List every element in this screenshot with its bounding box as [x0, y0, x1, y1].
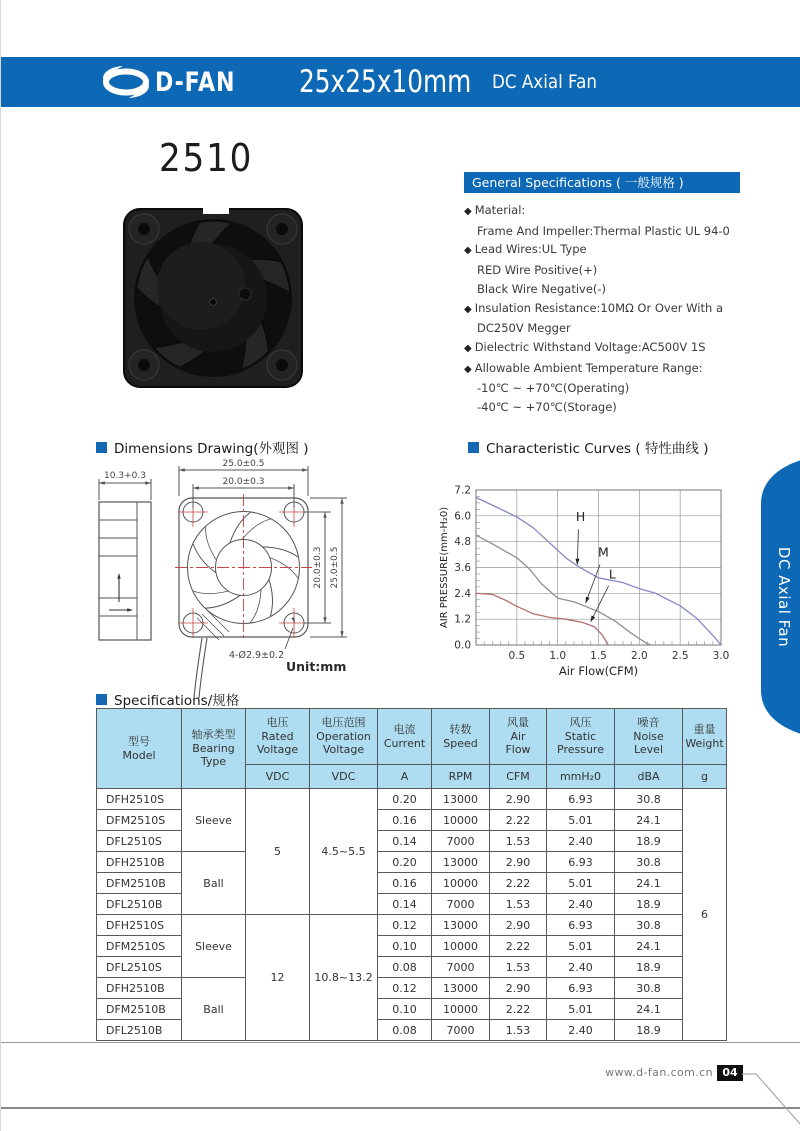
svg-text:4.8: 4.8 — [454, 536, 471, 549]
col-unit: g — [683, 765, 727, 789]
col-header: 风压 Static Pressure — [547, 709, 615, 765]
table-row: DFL2510S 0.14 7000 1.53 2.40 18.9 — [97, 831, 727, 852]
svg-text:Unit:mm: Unit:mm — [286, 659, 347, 674]
svg-text:Air Flow(CFM): Air Flow(CFM) — [558, 664, 639, 678]
diamond-bullet-icon: ◆ — [464, 245, 472, 257]
svg-text:2.0: 2.0 — [630, 650, 648, 662]
curves-section-title: Characteristic Curves ( 特性曲线 ) — [486, 441, 709, 457]
col-header-bearing: 轴承类型 Bearing Type — [182, 709, 246, 789]
curves-section-header — [468, 437, 708, 457]
table-row: DFH2510S Sleeve 12 10.8~13.2 0.12 13000 2.90 6.93 30.8 — [97, 915, 727, 936]
col-header: 重量 Weight — [683, 709, 727, 765]
side-tab-label: DC Axial Fan — [775, 546, 793, 648]
model-cell: DFH2510S — [97, 915, 182, 936]
model-cell: DFM2510B — [97, 873, 182, 894]
blue-square-icon — [468, 442, 479, 453]
svg-text:AIR PRESSURE(mm-H₂0): AIR PRESSURE(mm-H₂0) — [439, 506, 450, 629]
svg-text:3.6: 3.6 — [454, 562, 471, 574]
characteristic-curves-chart — [438, 478, 738, 686]
brand-logo-group — [97, 62, 253, 102]
model-cell: DFM2510B — [97, 999, 182, 1020]
spec-item: ◆ Lead Wires:UL Type — [464, 242, 587, 257]
table-row: DFM2510S 0.10 10000 2.22 5.01 24.1 — [97, 936, 727, 957]
svg-text:10.3+0.3: 10.3+0.3 — [104, 471, 146, 481]
page-number-badge: 04 — [717, 1065, 743, 1081]
general-specs-title: General Specifications ( 一般规格 ) — [464, 172, 740, 193]
diamond-bullet-icon: ◆ — [464, 206, 472, 217]
svg-text:2.4: 2.4 — [454, 587, 471, 600]
model-cell: DFH2510B — [97, 852, 182, 873]
model-cell: DFL2510S — [97, 957, 182, 978]
header-type-title: DC Axial Fan — [492, 71, 598, 93]
model-cell: DFH2510B — [97, 978, 182, 999]
specifications-table — [96, 708, 727, 1041]
spec-item: Black Wire Negative(-) — [477, 281, 607, 296]
svg-text:1.5: 1.5 — [590, 650, 607, 662]
blue-square-icon — [96, 442, 107, 453]
footer-divider — [1, 1042, 800, 1043]
spec-item: Frame And Impeller:Thermal Plastic UL 94-0 — [477, 223, 730, 238]
spec-item: RED Wire Positive(+) — [477, 263, 598, 278]
svg-text:M: M — [598, 544, 609, 560]
spec-item: DC250V Megger — [477, 321, 571, 336]
col-header: 电流 Current — [378, 709, 432, 765]
col-unit: RPM — [432, 765, 490, 789]
table-row: DFL2510S 0.08 7000 1.53 2.40 18.9 — [97, 957, 727, 978]
model-cell: DFL2510S — [97, 831, 182, 852]
svg-text:25.0±0.5: 25.0±0.5 — [222, 459, 265, 469]
table-row: DFL2510B 0.08 7000 1.53 2.40 18.9 — [97, 1020, 727, 1041]
spec-item: -40℃ ~ +70℃(Storage) — [477, 400, 617, 415]
col-header: 风量 Air Flow — [490, 709, 547, 765]
model-cell: DFM2510S — [97, 936, 182, 957]
svg-text:25.0±0.5: 25.0±0.5 — [330, 546, 340, 589]
col-unit: VDC — [310, 765, 378, 789]
svg-text:2.5: 2.5 — [671, 650, 689, 662]
svg-text:1.2: 1.2 — [454, 613, 471, 626]
header-bar — [1, 57, 800, 107]
svg-text:0.5: 0.5 — [508, 650, 526, 662]
svg-text:H: H — [575, 509, 586, 525]
dimensions-drawing — [89, 452, 459, 704]
svg-text:3.0: 3.0 — [712, 650, 730, 662]
table-row: DFM2510S 0.16 10000 2.22 5.01 24.1 — [97, 810, 727, 831]
brand-name: D-FAN — [155, 66, 236, 98]
side-tab — [755, 450, 800, 742]
col-unit: VDC — [246, 765, 310, 789]
svg-text:0.0: 0.0 — [454, 639, 471, 652]
col-unit: dBA — [615, 765, 683, 789]
col-header: 噪音 Noise Level — [615, 709, 683, 765]
spec-item: ◆ Material: — [464, 203, 526, 217]
dimensions-section-title: Dimensions Drawing(外观图 ) — [114, 441, 309, 457]
model-number-title: 2510 — [159, 136, 254, 180]
svg-text:20.0±0.3: 20.0±0.3 — [313, 546, 323, 589]
model-cell: DFM2510S — [97, 810, 182, 831]
footer-corner-decoration — [742, 1065, 800, 1131]
table-row: DFH2510B Ball 0.20 13000 2.90 6.93 30.8 — [97, 852, 727, 873]
table-row: DFH2510S Sleeve 5 4.5~5.5 0.20 13000 2.90 6.93 30.8 6 — [97, 789, 727, 810]
table-row: DFM2510B 0.10 10000 2.22 5.01 24.1 — [97, 999, 727, 1020]
col-unit: mmH₂0 — [547, 765, 615, 789]
model-cell: DFL2510B — [97, 894, 182, 915]
model-cell: DFH2510S — [97, 789, 182, 810]
svg-text:7.2: 7.2 — [454, 484, 471, 497]
svg-text:20.0±0.3: 20.0±0.3 — [222, 477, 265, 487]
spec-item: ◆ Insulation Resistance:10MΩ Or Over With a — [464, 300, 723, 315]
spec-item: -10℃ ~ +70℃(Operating) — [477, 381, 630, 396]
spec-table-section-title: Specifications/规格 — [114, 693, 240, 709]
fan-product-photo — [117, 198, 309, 396]
table-row: DFH2510B Ball 0.12 13000 2.90 6.93 30.8 — [97, 978, 727, 999]
col-header: 电压 Rated Voltage — [246, 709, 310, 765]
svg-text:4-Ø2.9±0.2: 4-Ø2.9±0.2 — [229, 650, 285, 661]
diamond-bullet-icon: ◆ — [464, 342, 472, 354]
spec-item: ◆ Dielectric Withstand Voltage:AC500V 1S — [464, 339, 706, 354]
table-row: DFL2510B 0.14 7000 1.53 2.40 18.9 — [97, 894, 727, 915]
footer-bottom-rule — [1, 1107, 800, 1109]
col-unit: A — [378, 765, 432, 789]
svg-text:1.0: 1.0 — [549, 650, 567, 662]
diamond-bullet-icon: ◆ — [464, 363, 472, 375]
diamond-bullet-icon: ◆ — [464, 303, 472, 315]
footer-url: www.d-fan.com.cn — [605, 1066, 713, 1079]
svg-text:L: L — [608, 566, 616, 582]
col-header: 电压范围 Operation Voltage — [310, 709, 378, 765]
model-cell: DFL2510B — [97, 1020, 182, 1041]
spec-item: ◆ Allowable Ambient Temperature Range: — [464, 360, 703, 375]
col-header-model: 型号 Model — [97, 709, 182, 789]
dfan-logo-icon — [97, 62, 155, 102]
col-unit: CFM — [490, 765, 547, 789]
svg-text:6.0: 6.0 — [454, 510, 471, 523]
general-specs-list — [464, 201, 756, 417]
table-row: DFM2510B 0.16 10000 2.22 5.01 24.1 — [97, 873, 727, 894]
col-header: 转数 Speed — [432, 709, 490, 765]
header-size-title: 25x25x10mm — [298, 64, 472, 100]
